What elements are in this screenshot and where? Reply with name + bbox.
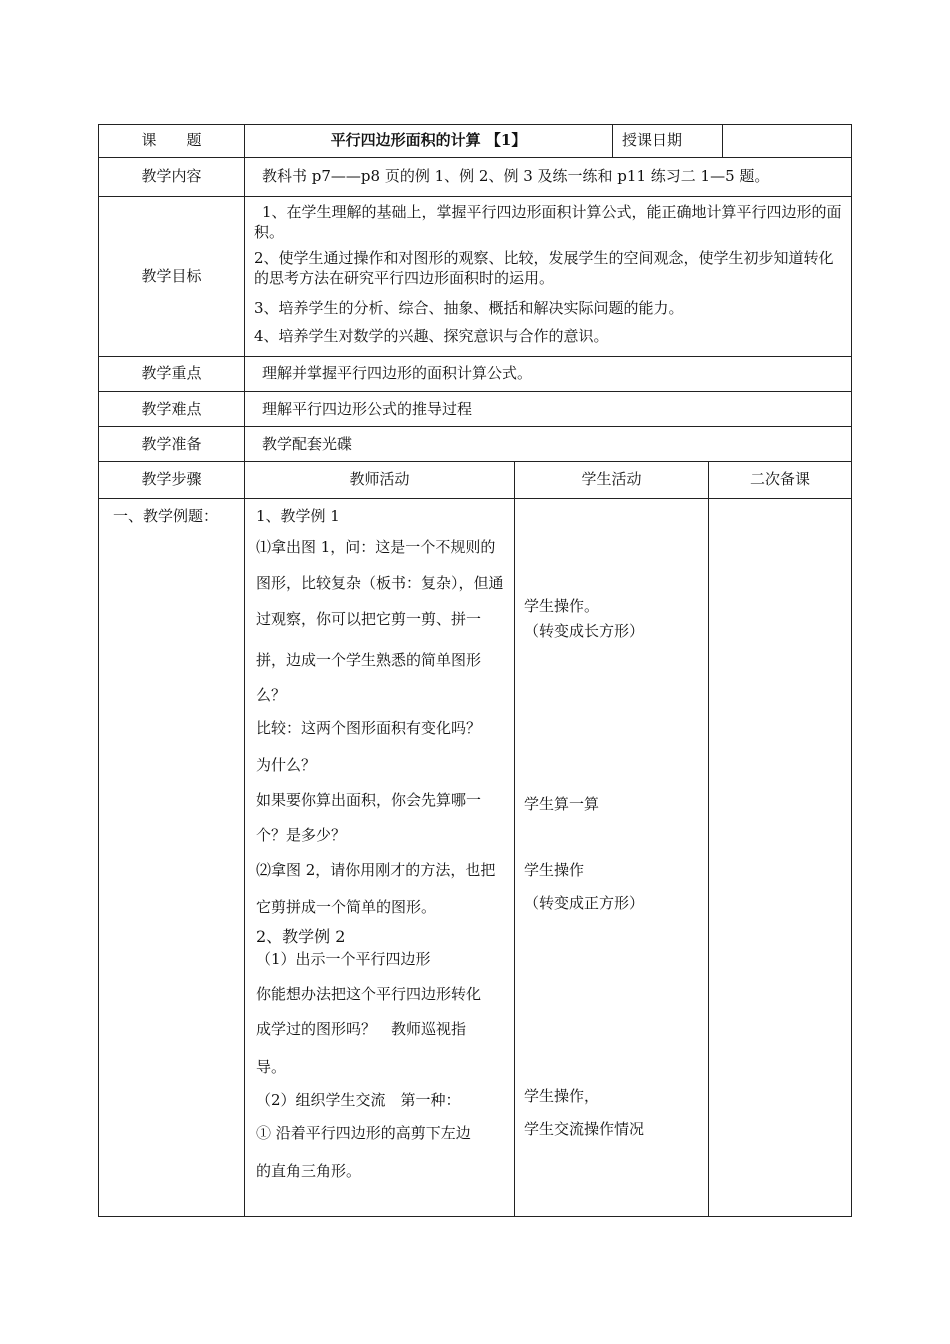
teacher-line: 导。 [256,1058,287,1076]
key-value: 理解并掌握平行四边形的面积计算公式。 [262,364,533,382]
table-border-left [98,124,99,1217]
teacher-line: 成学过的图形吗？ 教师巡视指 [256,1020,467,1038]
goals-label: 教学目标 [141,267,202,285]
teacher-line: 的直角三角形。 [256,1162,362,1180]
teacher-line: 比较：这两个图形面积有变化吗？ [256,719,482,737]
student-line: （转变成长方形） [524,622,645,640]
table-rule [98,157,852,158]
table-col-divider [612,124,613,158]
teacher-line: 2、教学例 2 [256,927,346,946]
teacher-line: ① 沿着平行四边形的高剪下左边 [256,1124,471,1142]
table-col-divider [244,124,245,1217]
table-rule [98,356,852,357]
table-col-divider [708,461,709,1217]
difficulty-value: 理解平行四边形公式的推导过程 [262,400,473,418]
steps-header-revision: 二次备课 [749,470,810,488]
student-line: 学生操作 [524,861,585,879]
topic-title: 平行四边形面积的计算 【1】 [330,131,527,149]
teacher-line: 图形，比较复杂（板书：复杂），但通 [256,574,504,592]
table-rule [98,498,852,499]
steps-header-step: 教学步骤 [141,470,202,488]
table-border-top [98,124,852,125]
teacher-line: （1）出示一个平行四边形 [256,950,431,968]
goal-item: 1、在学生理解的基础上，掌握平行四边形面积计算公式，能正确地计算平行四边形的面积。 [254,203,842,241]
content-label: 教学内容 [141,167,202,185]
key-label: 教学重点 [141,364,202,382]
teacher-line: 1、教学例 1 [256,507,340,525]
table-col-divider [514,461,515,1217]
section-title: 一、教学例题： [113,507,219,525]
steps-header-student: 学生活动 [581,470,642,488]
steps-header-teacher: 教师活动 [349,470,410,488]
prep-value: 教学配套光碟 [262,435,353,453]
table-border-right [851,124,852,1217]
table-rule [98,426,852,427]
student-line: 学生操作。 [524,597,600,615]
table-border-bottom [98,1216,852,1217]
teacher-line: 它剪拼成一个简单的图形。 [256,898,437,916]
teacher-line: 过观察，你可以把它剪一剪、拼一 [256,610,482,628]
teacher-line: 为什么？ [256,756,317,774]
teacher-line: 么？ [256,686,287,704]
table-rule [98,196,852,197]
goal-item: 2、使学生通过操作和对图形的观察、比较，发展学生的空间观念，使学生初步知道转化的思考方法在研究平行四边形面积时的运用。 [254,249,834,287]
table-col-divider [722,124,723,158]
teacher-line: ⑵拿图 2，请你用刚才的方法，也把 [256,861,496,879]
student-line: 学生交流操作情况 [524,1120,645,1138]
date-label: 授课日期 [622,131,683,149]
goal-item: 3、培养学生的分析、综合、抽象、概括和解决实际问题的能力。 [254,299,684,317]
teacher-line: ⑴拿出图 1，问：这是一个不规则的 [256,538,496,556]
content-value: 教科书 p7——p8 页的例 1、例 2、例 3 及练一练和 p11 练习二 1—5 题。 [262,167,770,185]
table-rule [98,391,852,392]
prep-label: 教学准备 [141,435,202,453]
goal-item: 4、培养学生对数学的兴趣、探究意识与合作的意识。 [254,327,609,345]
teacher-line: 拼，边成一个学生熟悉的简单图形 [256,651,482,669]
teacher-line: 个？是多少？ [256,826,347,844]
student-line: 学生算一算 [524,795,600,813]
student-line: 学生操作， [524,1087,600,1105]
difficulty-label: 教学难点 [141,400,202,418]
teacher-line: （2）组织学生交流 第一种： [256,1091,461,1109]
table-rule [98,461,852,462]
teacher-line: 如果要你算出面积，你会先算哪一 [256,791,482,809]
student-line: （转变成正方形） [524,894,645,912]
teacher-line: 你能想办法把这个平行四边形转化 [256,985,482,1003]
topic-label: 课 题 [141,131,202,149]
